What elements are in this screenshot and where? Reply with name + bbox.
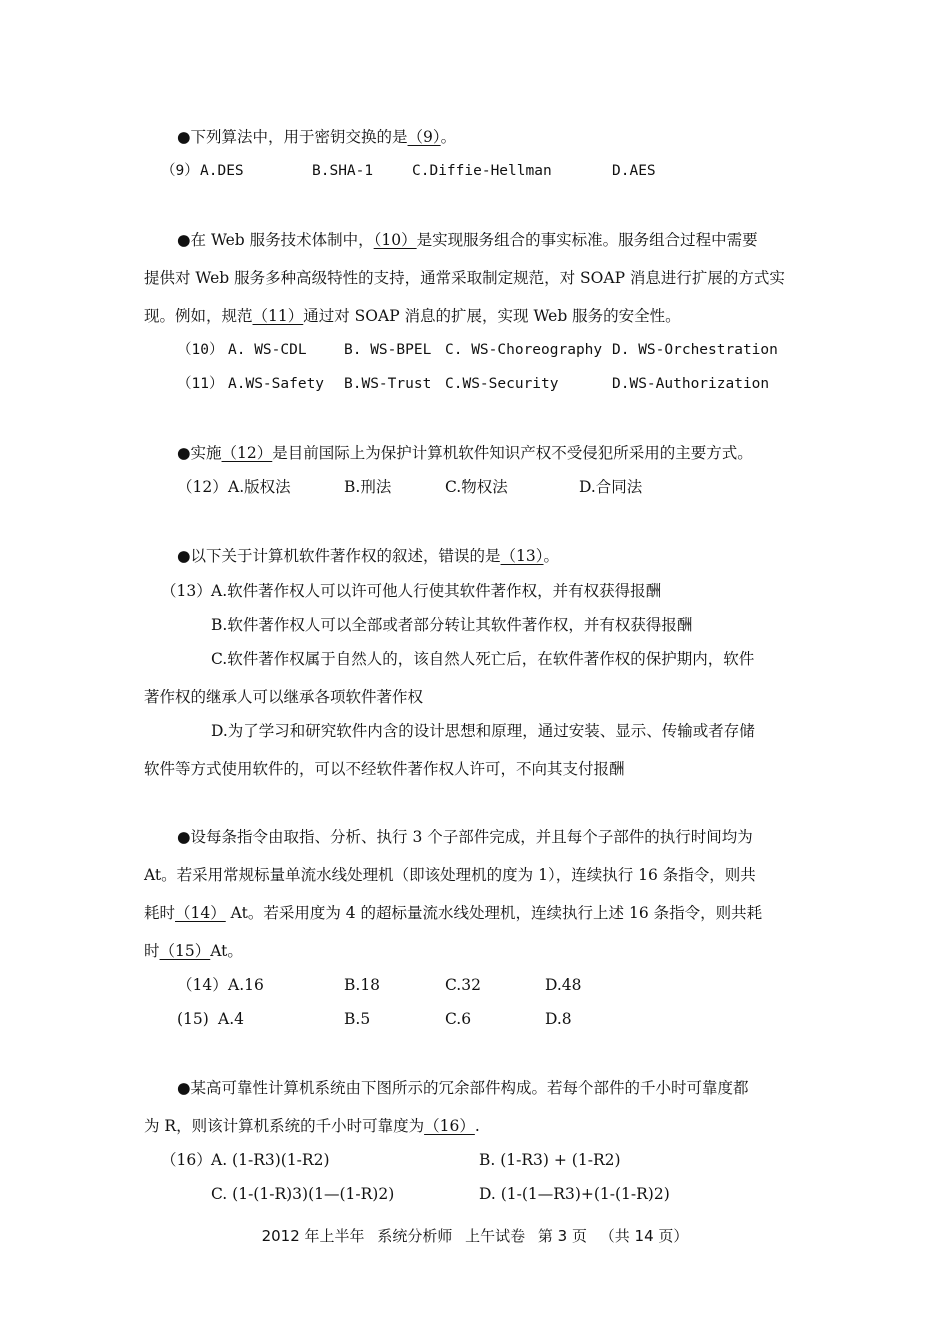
q15-option-a: A.4 [218, 1010, 244, 1028]
q11-option-c: C.WS-Security [445, 376, 559, 392]
q10-stem-line1 [177, 229, 758, 251]
q11-text: 现。例如，规范 [144, 307, 253, 325]
q10-stem-line2: 提供对 Web 服务多种高级特性的支持，通常采取制定规范，对 SOAP 消息进行扩展的方式实 [144, 269, 785, 287]
q10-option-d: D. WS-Orchestration [612, 342, 778, 358]
q13-option-d: D.为了学习和研究软件内含的设计思想和原理，通过安装、显示、传输或者存储 [211, 722, 755, 740]
q13-number: （13） [161, 582, 212, 600]
q14-option-c: C.32 [445, 976, 481, 994]
q14-stem-line1: ●设每条指令由取指、分析、执行 3 个子部件完成，并且每个子部件的执行时间均为 [177, 828, 753, 846]
q10-blank: （10） [373, 231, 417, 249]
q10-text-cont: 是实现服务组合的事实标准。服务组合过程中需要 [416, 231, 758, 249]
q14-option-b: B.18 [344, 976, 381, 994]
q13-option-b: B.软件著作权人可以全部或者部分转让其软件著作权，并有权获得报酬 [211, 616, 693, 634]
page-footer [0, 1225, 950, 1246]
q14-text: 耗时 [144, 904, 176, 922]
q15-option-d: D.8 [545, 1010, 572, 1028]
q11-option-a: A.WS-Safety [228, 376, 325, 392]
q11-option-d: D.WS-Authorization [612, 376, 770, 392]
footer-total-pages: （共 14 页） [599, 1227, 689, 1245]
q10-option-b: B. WS-BPEL [344, 342, 432, 358]
q16-option-b: B. (1-R3) + (1-R2) [479, 1151, 621, 1169]
q13-option-c: C.软件著作权属于自然人的，该自然人死亡后，在软件著作权的保护期内，软件 [211, 650, 755, 668]
q14-option-d: D.48 [545, 976, 582, 994]
q14-stem-line4 [144, 940, 243, 962]
q13-option-d-cont: 软件等方式使用软件的，可以不经软件著作权人许可，不向其支付报酬 [144, 760, 625, 778]
q14-stem-line2: At。若采用常规标量单流水线处理机（即该处理机的度为 1），连续执行 16 条指令，则共 [144, 866, 756, 884]
q9-option-a: A.DES [200, 163, 244, 179]
q12-option-a: A.版权法 [228, 478, 291, 496]
q12-blank: （12） [221, 444, 273, 462]
q9-stem [177, 126, 456, 148]
q12-stem [177, 442, 753, 464]
q10-number: （10） [177, 342, 224, 358]
q10-stem-line3 [144, 305, 681, 327]
footer-subject: 系统分析师 [377, 1227, 453, 1245]
q9-number: （9） [161, 163, 199, 179]
q11-blank: （11） [252, 307, 304, 325]
q9-option-b: B.SHA-1 [312, 163, 374, 179]
q15-number: (15) [177, 1010, 209, 1028]
q14-blank: （14） [175, 904, 226, 922]
q14-text-cont: At。若采用度为 4 的超标量流水线处理机，连续执行上述 16 条指令，则共耗 [225, 904, 763, 922]
q12-text: ●实施 [177, 444, 222, 462]
q16-option-a: A. (1-R3)(1-R2) [211, 1151, 330, 1169]
q12-option-b: B.刑法 [344, 478, 392, 496]
q16-stem-line1: ●某高可靠性计算机系统由下图所示的冗余部件构成。若每个部件的千小时可靠度都 [177, 1079, 749, 1097]
q13-blank: （13） [500, 547, 544, 565]
q9-blank: （9） [407, 128, 441, 146]
q10-option-c: C. WS-Choreography [445, 342, 603, 358]
q16-option-d: D. (1-(1—R3)+(1-(1-R)2) [479, 1185, 670, 1203]
q15-text: 时 [144, 942, 160, 960]
q16-number: （16） [161, 1151, 212, 1169]
q10-text: ●在 Web 服务技术体制中， [177, 231, 374, 249]
q16-text: 为 R，则该计算机系统的千小时可靠度为 [144, 1117, 425, 1135]
footer-paper: 上午试卷 [465, 1227, 526, 1245]
q16-text-end: . [474, 1117, 480, 1135]
q14-number: （14） [177, 976, 228, 994]
q14-option-a: A.16 [228, 976, 264, 994]
q10-option-a: A. WS-CDL [228, 342, 307, 358]
q12-option-c: C.物权法 [445, 478, 508, 496]
footer-exam: 2012 年上半年 [261, 1227, 365, 1245]
q13-text-end: 。 [543, 547, 560, 565]
q9-stem-end: 。 [440, 128, 457, 146]
q15-option-c: C.6 [445, 1010, 472, 1028]
footer-page-number: 第 3 页 [537, 1227, 587, 1245]
q11-text-cont: 通过对 SOAP 消息的扩展，实现 Web 服务的安全性。 [303, 307, 681, 325]
q9-option-d: D.AES [612, 163, 656, 179]
q13-text: ●以下关于计算机软件著作权的叙述，错误的是 [177, 547, 501, 565]
q16-option-c: C. (1-(1-R)3)(1—(1-R)2) [211, 1185, 395, 1203]
q15-option-b: B.5 [344, 1010, 371, 1028]
q11-number: （11） [177, 376, 224, 392]
q9-stem-text: ●下列算法中，用于密钥交换的是 [177, 128, 408, 146]
q13-stem [177, 545, 559, 567]
q13-option-a: A.软件著作权人可以许可他人行使其软件著作权，并有权获得报酬 [211, 582, 662, 600]
q9-option-c: C.Diffie-Hellman [412, 163, 552, 179]
q12-text-cont: 是目前国际上为保护计算机软件知识产权不受侵犯所采用的主要方式。 [272, 444, 753, 462]
q16-blank: （16） [424, 1117, 475, 1135]
q16-stem-line2 [144, 1115, 480, 1137]
q11-option-b: B.WS-Trust [344, 376, 432, 392]
q13-option-c-cont: 著作权的继承人可以继承各项软件著作权 [144, 688, 424, 706]
q14-stem-line3 [144, 902, 762, 924]
q12-option-d: D.合同法 [579, 478, 643, 496]
q15-blank: （15） [159, 942, 211, 960]
q12-number: （12） [177, 478, 228, 496]
q15-text-end: At。 [210, 942, 243, 960]
